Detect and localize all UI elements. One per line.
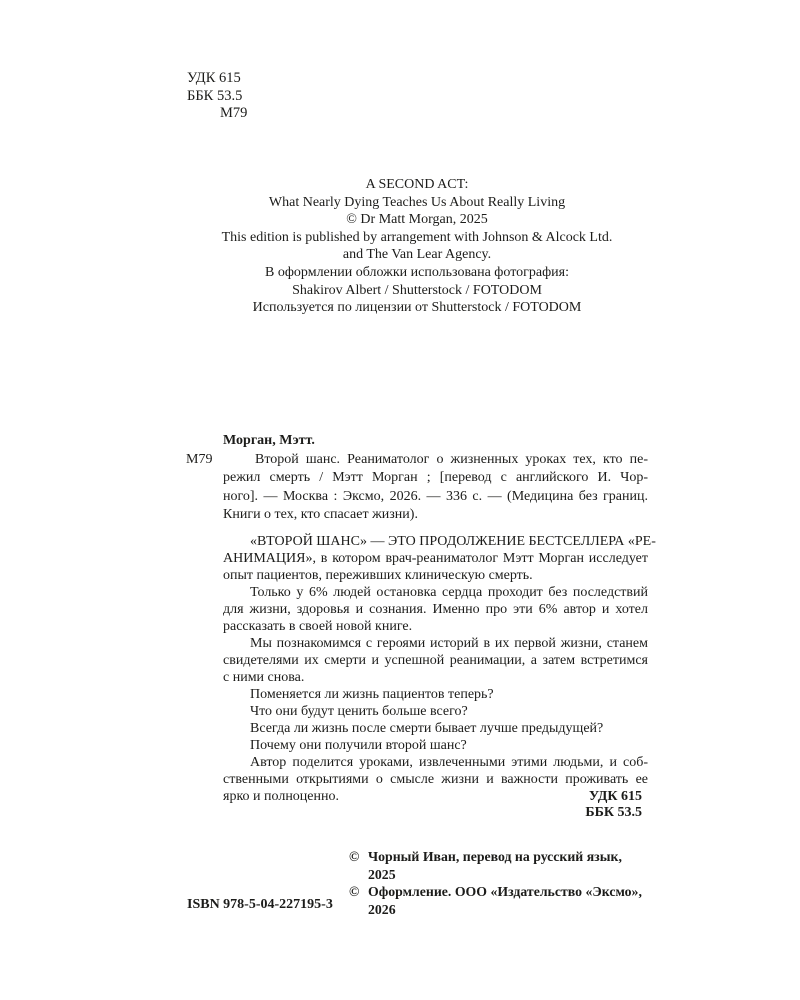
copyright-symbol: ©: [349, 849, 360, 864]
annotation-paragraph: [223, 584, 648, 635]
annotation-line: ственными открытиями о смысле жизни и важности проживать ее: [223, 772, 648, 787]
annotation-paragraph: [223, 635, 648, 686]
copyright-item: [349, 848, 648, 883]
original-subtitle: What Nearly Dying Teaches Us About Really Living: [268, 194, 566, 210]
annotation-question: Всегда ли жизнь после смерти бывает лучше предыдущей?: [250, 721, 604, 736]
annotation-question: Что они будут ценить больше всего?: [250, 704, 468, 719]
udk-code-bottom: УДК 615: [588, 789, 642, 804]
arrangement-line: This edition is published by arrangement with Johnson & Alcock Ltd.: [221, 229, 613, 245]
copyright-year: 2026: [368, 901, 396, 917]
bbk-code-bottom: ББК 53.5: [585, 805, 642, 821]
annotation-line: Только у 6% людей остановка сердца проходит без последствий: [250, 585, 648, 600]
catalog-description-line: ного]. — Москва : Эксмо, 2026. — 336 с. — (Медицина без границ.: [223, 488, 648, 504]
catalog-description-line: Второй шанс. Реаниматолог о жизненных уроках тех, кто пе-: [255, 451, 648, 467]
annotation-question: Почему они получили второй шанс?: [250, 738, 467, 753]
copyright-text: Оформление. ООО «Издательство «Эксмо»,: [368, 884, 642, 900]
agency-line: and The Van Lear Agency.: [342, 247, 492, 263]
original-copyright: © Dr Matt Morgan, 2025: [346, 212, 488, 228]
annotation-line: «ВТОРОЙ ШАНС» — ЭТО ПРОДОЛЖЕНИЕ БЕСТСЕЛЛЕРА «РЕ-: [250, 534, 656, 549]
isbn: ISBN 978-5-04-227195-3: [187, 897, 333, 912]
annotation-line: с ними снова.: [223, 670, 305, 685]
annotation-line: Мы познакомимся с героями историй в их первой жизни, станем: [250, 636, 648, 651]
catalog-description: [186, 451, 648, 525]
annotation-line: Автор поделится уроками, извлеченными этими людьми, и соб-: [250, 755, 648, 770]
annotation-line: для жизни, здоровья и сознания. Именно про эти 6% автор и хотел: [223, 602, 648, 617]
photo-credit-line: Shakirov Albert / Shutterstock / FOTODOM: [292, 282, 542, 298]
photo-credit-line: Используется по лицензии от Shutterstock / FOTODOM: [252, 300, 582, 316]
author-sign-top: М79: [220, 105, 248, 121]
catalog-card: [186, 432, 648, 525]
catalog-description-line: режил смерть / Мэтт Морган ; [перевод с английского И. Чор-: [223, 470, 648, 486]
annotation-block: [223, 533, 656, 805]
annotation-paragraph: [223, 754, 648, 805]
udk-code-top: УДК 615: [187, 70, 241, 86]
annotation-paragraph: [223, 533, 656, 584]
copyright-symbol: ©: [349, 884, 360, 900]
original-edition-block: [186, 176, 648, 264]
original-title: A SECOND ACT:: [365, 177, 469, 192]
copyright-item: [349, 883, 648, 918]
annotation-line: АНИМАЦИЯ», в котором врач-реаниматолог Мэтт Морган исследует: [223, 551, 648, 566]
catalog-author-heading: Морган, Мэтт.: [223, 433, 315, 448]
annotation-line: ярко и полноценно.: [223, 789, 339, 804]
author-sign-card: М79: [186, 451, 213, 467]
cover-photo-credit: [186, 264, 648, 317]
bottom-classification-codes: [585, 789, 642, 822]
copyright-block: [349, 848, 648, 918]
annotation-line: свидетелями их смерти и успешной реанимации, а затем встретимся: [223, 653, 648, 668]
photo-credit-line: В оформлении обложки использована фотография:: [265, 265, 569, 280]
top-classification-codes: [187, 70, 247, 123]
annotation-line: рассказать в своей новой книге.: [223, 619, 413, 634]
catalog-description-line: Книги о тех, кто спасает жизни).: [223, 507, 418, 523]
annotation-question: Поменяется ли жизнь пациентов теперь?: [250, 687, 494, 702]
copyright-year: 2025: [368, 866, 396, 882]
bbk-code-top: ББК 53.5: [187, 87, 243, 104]
annotation-line: опыт пациентов, переживших клиническую смерть.: [223, 568, 533, 583]
copyright-text: Чорный Иван, перевод на русский язык,: [368, 849, 622, 864]
